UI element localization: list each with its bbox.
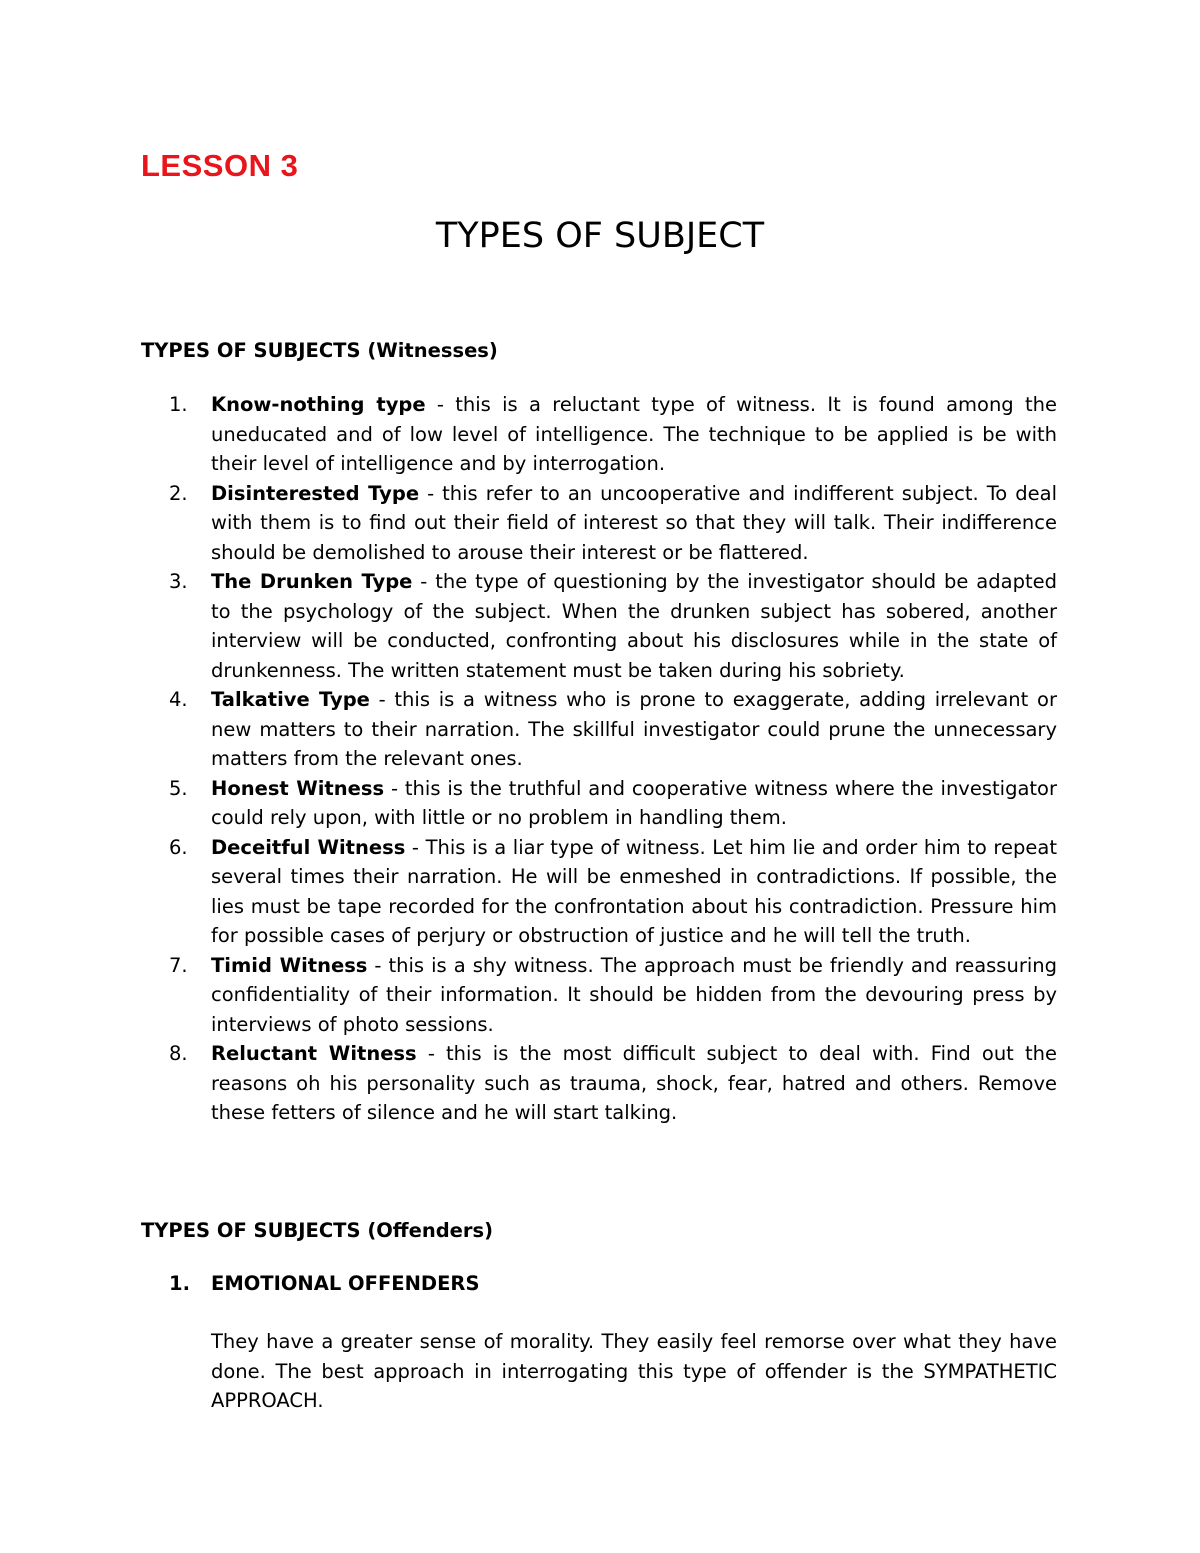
- item-term: Know-nothing type: [211, 393, 426, 416]
- witness-types-list: [141, 390, 1057, 1128]
- item-term: Deceitful Witness: [211, 835, 406, 859]
- item-description: - this is the truthful and cooperative witness where the investigator could rely upon, with little or no problem in handling them.: [211, 776, 1057, 829]
- item-text: [211, 390, 1057, 479]
- sub-heading-label: EMOTIONAL OFFENDERS: [211, 1272, 480, 1295]
- list-item: [141, 1039, 1057, 1128]
- emotional-offenders-heading: [141, 1269, 480, 1299]
- offenders-heading: TYPES OF SUBJECTS (Offenders): [141, 1219, 494, 1242]
- item-description: - this is a reluctant type of witness. It is found among the uneducated and of low level of intelligence. The technique to be applied is be with their level of intelligence and by interrogation.: [211, 393, 1057, 475]
- item-text: [211, 833, 1057, 951]
- item-description: - this refer to an uncooperative and indifferent subject. To deal with them is to find out their field of interest so that they will talk. Their indifference should be demolished to arouse their interest or be flattered.: [211, 481, 1057, 564]
- item-number: 4.: [169, 688, 188, 711]
- sub-heading-number: 1.: [169, 1272, 190, 1295]
- item-number: 7.: [169, 953, 188, 977]
- item-term: Talkative Type: [211, 688, 370, 711]
- item-term: The Drunken Type: [211, 570, 413, 593]
- item-number: 5.: [169, 776, 188, 800]
- item-description: - this is a shy witness. The approach must be friendly and reassuring confidentiality of their information. It should be hidden from the devouring press by interviews of photo sessions.: [211, 953, 1057, 1036]
- item-term: Honest Witness: [211, 776, 385, 800]
- item-number: 8.: [169, 1042, 188, 1065]
- item-text: [211, 951, 1057, 1040]
- emotional-offenders-paragraph: They have a greater sense of morality. They easily feel remorse over what they have done. The best approach in interrogating this type of offender is the SYMPATHETIC APPROACH.: [211, 1330, 1057, 1412]
- list-item: [141, 390, 1057, 479]
- item-number: 6.: [169, 835, 188, 859]
- list-item: [141, 685, 1057, 774]
- lesson-label: LESSON 3: [141, 148, 299, 183]
- list-item: [141, 833, 1057, 951]
- item-description: - this is the most difficult subject to deal with. Find out the reasons oh his personality such as trauma, shock, fear, hatred and others. Remove these fetters of silence and he will start talking.: [211, 1042, 1057, 1124]
- page-title: TYPES OF SUBJECT: [435, 216, 765, 256]
- item-text: [211, 685, 1057, 774]
- item-text: [211, 774, 1057, 833]
- witnesses-heading: TYPES OF SUBJECTS (Witnesses): [141, 339, 498, 362]
- item-term: Disinterested Type: [211, 481, 420, 505]
- item-number: 1.: [169, 393, 188, 416]
- item-term: Timid Witness: [211, 953, 368, 977]
- list-item: [141, 774, 1057, 833]
- item-number: 2.: [169, 481, 188, 505]
- list-item: [141, 951, 1057, 1040]
- list-item: [141, 479, 1057, 568]
- item-text: [211, 567, 1057, 685]
- item-description: - This is a liar type of witness. Let him lie and order him to repeat several times their narration. He will be enmeshed in contradictions. If possible, the lies must be tape recorded for the confrontation about his contradiction. Pressure him for possible cases of perjury or obstruction of justice and he will tell the truth.: [211, 835, 1057, 947]
- item-description: - this is a witness who is prone to exaggerate, adding irrelevant or new matters to their narration. The skillful investigator could prune the unnecessary matters from the relevant ones.: [211, 688, 1057, 770]
- item-text: [211, 479, 1057, 568]
- item-description: - the type of questioning by the investigator should be adapted to the psychology of the subject. When the drunken subject has sobered, another interview will be conducted, confronting about his disclosures while in the state of drunkenness. The written statement must be taken during his sobriety.: [211, 570, 1057, 682]
- item-term: Reluctant Witness: [211, 1042, 417, 1065]
- item-number: 3.: [169, 570, 188, 593]
- list-item: [141, 567, 1057, 685]
- item-text: [211, 1039, 1057, 1128]
